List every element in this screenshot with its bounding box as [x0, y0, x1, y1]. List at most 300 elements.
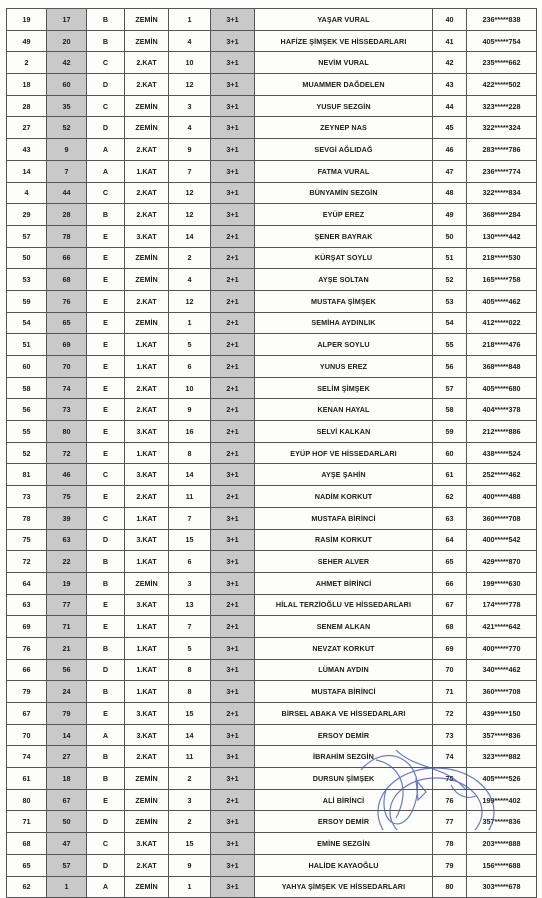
- cell-malik-adi: İBRAHİM SEZGİN: [255, 746, 433, 768]
- table-row: [7, 854, 537, 876]
- cell-tc-kimlik-no: 130*****442: [467, 225, 537, 247]
- cell-oda-tipi: 3+1: [211, 95, 255, 117]
- cell-bagimsiz-bolum-no: 69: [47, 334, 87, 356]
- cell-kura-no: 49: [433, 204, 467, 226]
- cell-sira-no: 74: [7, 746, 47, 768]
- cell-daire-no: 3: [169, 572, 211, 594]
- cell-daire-no: 2: [169, 811, 211, 833]
- cell-kat: 3.KAT: [125, 703, 169, 725]
- cell-kat: ZEMİN: [125, 312, 169, 334]
- cell-tc-kimlik-no: 283*****786: [467, 139, 537, 161]
- cell-tc-kimlik-no: 235*****662: [467, 52, 537, 74]
- cell-malik-adi: LÜMAN AYDIN: [255, 659, 433, 681]
- cell-kat: ZEMİN: [125, 9, 169, 31]
- cell-bagimsiz-bolum-no: 42: [47, 52, 87, 74]
- cell-oda-tipi: 2+1: [211, 269, 255, 291]
- table-row: [7, 160, 537, 182]
- cell-blok: A: [87, 160, 125, 182]
- cell-daire-no: 11: [169, 486, 211, 508]
- cell-daire-no: 9: [169, 854, 211, 876]
- cell-sira-no: 75: [7, 529, 47, 551]
- cell-daire-no: 15: [169, 833, 211, 855]
- cell-kat: 2.KAT: [125, 204, 169, 226]
- table-row: [7, 703, 537, 725]
- table-row: [7, 312, 537, 334]
- cell-blok: B: [87, 551, 125, 573]
- cell-daire-no: 1: [169, 312, 211, 334]
- ownership-table: [6, 8, 537, 898]
- cell-daire-no: 15: [169, 703, 211, 725]
- cell-daire-no: 16: [169, 421, 211, 443]
- cell-kat: ZEMİN: [125, 789, 169, 811]
- cell-oda-tipi: 3+1: [211, 117, 255, 139]
- table-row: [7, 551, 537, 573]
- cell-blok: E: [87, 789, 125, 811]
- cell-daire-no: 7: [169, 507, 211, 529]
- cell-sira-no: 80: [7, 789, 47, 811]
- cell-malik-adi: MUSTAFA ŞİMŞEK: [255, 290, 433, 312]
- cell-tc-kimlik-no: 400*****770: [467, 637, 537, 659]
- cell-malik-adi: RASİM KORKUT: [255, 529, 433, 551]
- cell-tc-kimlik-no: 323*****228: [467, 95, 537, 117]
- cell-sira-no: 59: [7, 290, 47, 312]
- cell-sira-no: 14: [7, 160, 47, 182]
- cell-tc-kimlik-no: 252*****462: [467, 464, 537, 486]
- cell-blok: C: [87, 52, 125, 74]
- cell-oda-tipi: 2+1: [211, 486, 255, 508]
- cell-kat: 3.KAT: [125, 225, 169, 247]
- cell-tc-kimlik-no: 236*****838: [467, 9, 537, 31]
- cell-kura-no: 80: [433, 876, 467, 898]
- cell-tc-kimlik-no: 218*****530: [467, 247, 537, 269]
- table-row: [7, 377, 537, 399]
- cell-blok: C: [87, 464, 125, 486]
- cell-bagimsiz-bolum-no: 28: [47, 204, 87, 226]
- cell-bagimsiz-bolum-no: 50: [47, 811, 87, 833]
- cell-malik-adi: HAFİZE ŞİMŞEK VE HİSSEDARLARI: [255, 30, 433, 52]
- table-row: [7, 724, 537, 746]
- cell-kat: 2.KAT: [125, 746, 169, 768]
- cell-kura-no: 56: [433, 356, 467, 378]
- cell-sira-no: 57: [7, 225, 47, 247]
- cell-blok: B: [87, 572, 125, 594]
- cell-tc-kimlik-no: 429*****870: [467, 551, 537, 573]
- cell-oda-tipi: 3+1: [211, 681, 255, 703]
- cell-bagimsiz-bolum-no: 21: [47, 637, 87, 659]
- cell-kura-no: 41: [433, 30, 467, 52]
- cell-oda-tipi: 2+1: [211, 225, 255, 247]
- cell-malik-adi: ALPER SOYLU: [255, 334, 433, 356]
- cell-bagimsiz-bolum-no: 71: [47, 616, 87, 638]
- cell-bagimsiz-bolum-no: 73: [47, 399, 87, 421]
- cell-tc-kimlik-no: 422*****502: [467, 74, 537, 96]
- cell-daire-no: 14: [169, 724, 211, 746]
- cell-daire-no: 6: [169, 551, 211, 573]
- cell-malik-adi: SELİM ŞİMŞEK: [255, 377, 433, 399]
- cell-tc-kimlik-no: 368*****848: [467, 356, 537, 378]
- cell-sira-no: 70: [7, 724, 47, 746]
- cell-daire-no: 13: [169, 594, 211, 616]
- table-row: [7, 464, 537, 486]
- cell-bagimsiz-bolum-no: 7: [47, 160, 87, 182]
- table-row: [7, 529, 537, 551]
- cell-oda-tipi: 3+1: [211, 9, 255, 31]
- cell-malik-adi: NEVZAT KORKUT: [255, 637, 433, 659]
- cell-bagimsiz-bolum-no: 72: [47, 442, 87, 464]
- cell-kura-no: 57: [433, 377, 467, 399]
- cell-blok: C: [87, 95, 125, 117]
- cell-kura-no: 74: [433, 746, 467, 768]
- table-row: [7, 572, 537, 594]
- cell-tc-kimlik-no: 199*****402: [467, 789, 537, 811]
- cell-kura-no: 43: [433, 74, 467, 96]
- cell-kat: ZEMİN: [125, 811, 169, 833]
- cell-oda-tipi: 2+1: [211, 442, 255, 464]
- table-row: [7, 399, 537, 421]
- cell-bagimsiz-bolum-no: 22: [47, 551, 87, 573]
- cell-malik-adi: MUSTAFA BİRİNCİ: [255, 681, 433, 703]
- cell-kat: 1.KAT: [125, 160, 169, 182]
- cell-kura-no: 45: [433, 117, 467, 139]
- cell-oda-tipi: 3+1: [211, 30, 255, 52]
- cell-oda-tipi: 2+1: [211, 616, 255, 638]
- cell-kura-no: 60: [433, 442, 467, 464]
- table-row: [7, 204, 537, 226]
- cell-tc-kimlik-no: 357*****836: [467, 724, 537, 746]
- cell-sira-no: 54: [7, 312, 47, 334]
- cell-bagimsiz-bolum-no: 17: [47, 9, 87, 31]
- cell-kat: 2.KAT: [125, 74, 169, 96]
- cell-bagimsiz-bolum-no: 35: [47, 95, 87, 117]
- cell-oda-tipi: 3+1: [211, 139, 255, 161]
- cell-sira-no: 43: [7, 139, 47, 161]
- cell-daire-no: 14: [169, 225, 211, 247]
- cell-daire-no: 5: [169, 334, 211, 356]
- cell-daire-no: 8: [169, 659, 211, 681]
- cell-daire-no: 10: [169, 377, 211, 399]
- cell-kat: ZEMİN: [125, 95, 169, 117]
- cell-kat: 1.KAT: [125, 659, 169, 681]
- cell-malik-adi: ALİ BİRİNCİ: [255, 789, 433, 811]
- cell-sira-no: 19: [7, 9, 47, 31]
- cell-daire-no: 12: [169, 204, 211, 226]
- table-row: [7, 30, 537, 52]
- cell-kura-no: 77: [433, 811, 467, 833]
- cell-sira-no: 53: [7, 269, 47, 291]
- ownership-table-sheet: [6, 8, 536, 898]
- cell-bagimsiz-bolum-no: 66: [47, 247, 87, 269]
- cell-oda-tipi: 2+1: [211, 312, 255, 334]
- cell-kat: 3.KAT: [125, 833, 169, 855]
- table-row: [7, 117, 537, 139]
- cell-bagimsiz-bolum-no: 65: [47, 312, 87, 334]
- cell-oda-tipi: 3+1: [211, 659, 255, 681]
- cell-kat: ZEMİN: [125, 269, 169, 291]
- cell-malik-adi: DURSUN ŞİMŞEK: [255, 768, 433, 790]
- cell-malik-adi: NADİM KORKUT: [255, 486, 433, 508]
- cell-tc-kimlik-no: 199*****630: [467, 572, 537, 594]
- cell-bagimsiz-bolum-no: 76: [47, 290, 87, 312]
- cell-kura-no: 75: [433, 768, 467, 790]
- cell-bagimsiz-bolum-no: 52: [47, 117, 87, 139]
- cell-kat: 2.KAT: [125, 399, 169, 421]
- cell-oda-tipi: 3+1: [211, 746, 255, 768]
- cell-kura-no: 65: [433, 551, 467, 573]
- cell-daire-no: 9: [169, 139, 211, 161]
- table-row: [7, 421, 537, 443]
- table-row: [7, 442, 537, 464]
- cell-tc-kimlik-no: 360*****708: [467, 681, 537, 703]
- cell-sira-no: 4: [7, 182, 47, 204]
- cell-malik-adi: SEMİHA AYDINLIK: [255, 312, 433, 334]
- cell-malik-adi: EYÜP EREZ: [255, 204, 433, 226]
- cell-tc-kimlik-no: 322*****324: [467, 117, 537, 139]
- cell-kura-no: 76: [433, 789, 467, 811]
- table-row: [7, 225, 537, 247]
- cell-oda-tipi: 3+1: [211, 529, 255, 551]
- cell-oda-tipi: 3+1: [211, 52, 255, 74]
- cell-tc-kimlik-no: 156*****688: [467, 854, 537, 876]
- table-row: [7, 74, 537, 96]
- cell-oda-tipi: 3+1: [211, 464, 255, 486]
- cell-sira-no: 67: [7, 703, 47, 725]
- cell-kat: 3.KAT: [125, 724, 169, 746]
- cell-kat: 1.KAT: [125, 442, 169, 464]
- cell-sira-no: 55: [7, 421, 47, 443]
- cell-sira-no: 64: [7, 572, 47, 594]
- cell-tc-kimlik-no: 357*****836: [467, 811, 537, 833]
- cell-sira-no: 81: [7, 464, 47, 486]
- cell-oda-tipi: 2+1: [211, 377, 255, 399]
- cell-bagimsiz-bolum-no: 75: [47, 486, 87, 508]
- cell-sira-no: 63: [7, 594, 47, 616]
- cell-tc-kimlik-no: 174*****778: [467, 594, 537, 616]
- cell-oda-tipi: 2+1: [211, 356, 255, 378]
- cell-tc-kimlik-no: 165*****758: [467, 269, 537, 291]
- cell-oda-tipi: 3+1: [211, 854, 255, 876]
- cell-bagimsiz-bolum-no: 1: [47, 876, 87, 898]
- cell-kura-no: 64: [433, 529, 467, 551]
- cell-oda-tipi: 3+1: [211, 160, 255, 182]
- cell-malik-adi: YAHYA ŞİMŞEK VE HİSSEDARLARI: [255, 876, 433, 898]
- cell-bagimsiz-bolum-no: 24: [47, 681, 87, 703]
- cell-oda-tipi: 3+1: [211, 724, 255, 746]
- table-row: [7, 768, 537, 790]
- cell-malik-adi: MUAMMER DAĞDELEN: [255, 74, 433, 96]
- cell-blok: D: [87, 854, 125, 876]
- cell-malik-adi: HALİDE KAYAOĞLU: [255, 854, 433, 876]
- cell-blok: B: [87, 768, 125, 790]
- cell-oda-tipi: 3+1: [211, 811, 255, 833]
- cell-sira-no: 18: [7, 74, 47, 96]
- cell-daire-no: 15: [169, 529, 211, 551]
- cell-blok: A: [87, 724, 125, 746]
- cell-sira-no: 73: [7, 486, 47, 508]
- cell-kat: 3.KAT: [125, 594, 169, 616]
- cell-kura-no: 78: [433, 833, 467, 855]
- cell-daire-no: 14: [169, 464, 211, 486]
- table-row: [7, 247, 537, 269]
- cell-blok: E: [87, 399, 125, 421]
- cell-daire-no: 5: [169, 637, 211, 659]
- cell-kat: 3.KAT: [125, 464, 169, 486]
- cell-oda-tipi: 3+1: [211, 833, 255, 855]
- cell-malik-adi: EYÜP HOF VE HİSSEDARLARI: [255, 442, 433, 464]
- cell-bagimsiz-bolum-no: 67: [47, 789, 87, 811]
- cell-kat: 1.KAT: [125, 616, 169, 638]
- cell-tc-kimlik-no: 404*****378: [467, 399, 537, 421]
- table-row: [7, 637, 537, 659]
- cell-tc-kimlik-no: 212*****886: [467, 421, 537, 443]
- cell-bagimsiz-bolum-no: 74: [47, 377, 87, 399]
- cell-kat: ZEMİN: [125, 572, 169, 594]
- cell-daire-no: 4: [169, 117, 211, 139]
- cell-blok: E: [87, 290, 125, 312]
- cell-oda-tipi: 2+1: [211, 399, 255, 421]
- cell-blok: C: [87, 507, 125, 529]
- cell-tc-kimlik-no: 438*****524: [467, 442, 537, 464]
- cell-blok: D: [87, 74, 125, 96]
- cell-blok: D: [87, 117, 125, 139]
- table-row: [7, 659, 537, 681]
- table-row: [7, 52, 537, 74]
- cell-sira-no: 49: [7, 30, 47, 52]
- cell-malik-adi: YUNUS EREZ: [255, 356, 433, 378]
- cell-blok: E: [87, 703, 125, 725]
- cell-kura-no: 55: [433, 334, 467, 356]
- cell-daire-no: 7: [169, 616, 211, 638]
- cell-daire-no: 1: [169, 9, 211, 31]
- cell-malik-adi: AHMET BİRİNCİ: [255, 572, 433, 594]
- table-row: [7, 594, 537, 616]
- cell-daire-no: 2: [169, 768, 211, 790]
- cell-kat: 2.KAT: [125, 486, 169, 508]
- cell-tc-kimlik-no: 405*****754: [467, 30, 537, 52]
- cell-blok: E: [87, 421, 125, 443]
- table-row: [7, 876, 537, 898]
- cell-malik-adi: SEHER ALVER: [255, 551, 433, 573]
- cell-sira-no: 58: [7, 377, 47, 399]
- cell-sira-no: 60: [7, 356, 47, 378]
- cell-tc-kimlik-no: 400*****488: [467, 486, 537, 508]
- cell-daire-no: 4: [169, 269, 211, 291]
- cell-kura-no: 40: [433, 9, 467, 31]
- cell-tc-kimlik-no: 439*****150: [467, 703, 537, 725]
- cell-kat: ZEMİN: [125, 876, 169, 898]
- cell-kura-no: 44: [433, 95, 467, 117]
- cell-daire-no: 3: [169, 789, 211, 811]
- cell-sira-no: 72: [7, 551, 47, 573]
- cell-malik-adi: HİLAL TERZİOĞLU VE HİSSEDARLARI: [255, 594, 433, 616]
- cell-bagimsiz-bolum-no: 47: [47, 833, 87, 855]
- cell-oda-tipi: 3+1: [211, 507, 255, 529]
- cell-malik-adi: ŞENER BAYRAK: [255, 225, 433, 247]
- cell-oda-tipi: 2+1: [211, 789, 255, 811]
- cell-kat: 2.KAT: [125, 290, 169, 312]
- cell-sira-no: 68: [7, 833, 47, 855]
- cell-blok: D: [87, 529, 125, 551]
- cell-kat: 2.KAT: [125, 52, 169, 74]
- cell-malik-adi: SENEM ALKAN: [255, 616, 433, 638]
- cell-bagimsiz-bolum-no: 80: [47, 421, 87, 443]
- cell-kura-no: 52: [433, 269, 467, 291]
- cell-bagimsiz-bolum-no: 56: [47, 659, 87, 681]
- cell-oda-tipi: 2+1: [211, 334, 255, 356]
- cell-sira-no: 79: [7, 681, 47, 703]
- cell-kura-no: 46: [433, 139, 467, 161]
- cell-malik-adi: SEVGİ AĞLIDAĞ: [255, 139, 433, 161]
- cell-kat: 3.KAT: [125, 421, 169, 443]
- cell-oda-tipi: 3+1: [211, 637, 255, 659]
- cell-kura-no: 63: [433, 507, 467, 529]
- cell-blok: E: [87, 594, 125, 616]
- cell-blok: D: [87, 659, 125, 681]
- table-row: [7, 811, 537, 833]
- cell-malik-adi: YAŞAR VURAL: [255, 9, 433, 31]
- cell-blok: E: [87, 247, 125, 269]
- table-body: [7, 9, 537, 898]
- table-row: [7, 334, 537, 356]
- cell-blok: B: [87, 637, 125, 659]
- cell-daire-no: 6: [169, 356, 211, 378]
- table-row: [7, 486, 537, 508]
- cell-daire-no: 11: [169, 746, 211, 768]
- cell-tc-kimlik-no: 405*****462: [467, 290, 537, 312]
- cell-blok: B: [87, 746, 125, 768]
- cell-blok: B: [87, 204, 125, 226]
- cell-kura-no: 42: [433, 52, 467, 74]
- cell-kura-no: 70: [433, 659, 467, 681]
- cell-kat: 2.KAT: [125, 377, 169, 399]
- cell-daire-no: 12: [169, 182, 211, 204]
- cell-malik-adi: BÜNYAMİN SEZGİN: [255, 182, 433, 204]
- cell-bagimsiz-bolum-no: 70: [47, 356, 87, 378]
- cell-daire-no: 3: [169, 95, 211, 117]
- cell-oda-tipi: 2+1: [211, 594, 255, 616]
- cell-sira-no: 27: [7, 117, 47, 139]
- cell-kura-no: 59: [433, 421, 467, 443]
- cell-blok: E: [87, 225, 125, 247]
- cell-kat: 1.KAT: [125, 681, 169, 703]
- cell-tc-kimlik-no: 322*****834: [467, 182, 537, 204]
- cell-sira-no: 52: [7, 442, 47, 464]
- cell-malik-adi: FATMA VURAL: [255, 160, 433, 182]
- cell-oda-tipi: 3+1: [211, 182, 255, 204]
- cell-tc-kimlik-no: 405*****680: [467, 377, 537, 399]
- cell-kura-no: 50: [433, 225, 467, 247]
- cell-sira-no: 61: [7, 768, 47, 790]
- cell-kura-no: 47: [433, 160, 467, 182]
- cell-kat: ZEMİN: [125, 247, 169, 269]
- cell-kura-no: 71: [433, 681, 467, 703]
- cell-kura-no: 79: [433, 854, 467, 876]
- cell-daire-no: 10: [169, 52, 211, 74]
- cell-blok: A: [87, 139, 125, 161]
- cell-bagimsiz-bolum-no: 78: [47, 225, 87, 247]
- table-row: [7, 9, 537, 31]
- cell-bagimsiz-bolum-no: 14: [47, 724, 87, 746]
- cell-malik-adi: KÜRŞAT SOYLU: [255, 247, 433, 269]
- cell-tc-kimlik-no: 360*****708: [467, 507, 537, 529]
- cell-blok: E: [87, 486, 125, 508]
- cell-bagimsiz-bolum-no: 20: [47, 30, 87, 52]
- cell-sira-no: 29: [7, 204, 47, 226]
- cell-kura-no: 48: [433, 182, 467, 204]
- cell-bagimsiz-bolum-no: 57: [47, 854, 87, 876]
- cell-kat: 2.KAT: [125, 139, 169, 161]
- cell-blok: E: [87, 334, 125, 356]
- cell-oda-tipi: 3+1: [211, 74, 255, 96]
